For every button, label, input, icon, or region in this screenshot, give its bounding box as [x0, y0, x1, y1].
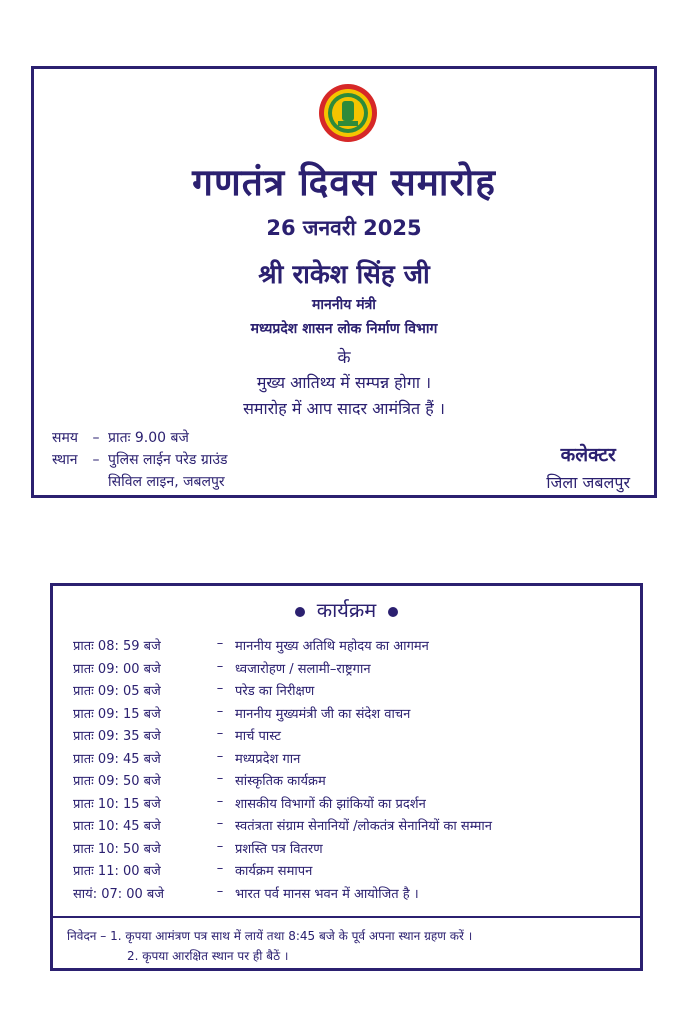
item-time: प्रातः 10: 15 बजे [73, 796, 161, 812]
list-item [73, 839, 633, 862]
item-event: सांस्कृतिक कार्यक्रम [235, 774, 326, 789]
list-item [73, 816, 633, 839]
program-heading-text: कार्यक्रम [316, 598, 377, 622]
dash: – [216, 748, 224, 764]
dash: – [216, 838, 224, 854]
chief-guest-name: श्री राकेश सिंह जी [258, 260, 430, 290]
list-item [73, 636, 633, 659]
item-event: माननीय मुख्यमंत्री जी का संदेश वाचन [235, 706, 411, 722]
item-event: कार्यक्रम समापन [235, 864, 313, 879]
item-event: माननीय मुख्य अतिथि महोदय का आगमन [235, 639, 429, 654]
item-event: शासकीय विभागों की झांकियों का प्रदर्शन [235, 796, 426, 812]
dash: – [216, 658, 224, 674]
mp-emblem-icon [318, 83, 378, 143]
item-time: प्रातः 09: 45 बजे [73, 751, 161, 767]
item-event: ध्वजारोहण / सलामी–राष्ट्रगान [235, 661, 371, 677]
item-time: प्रातः 09: 50 बजे [73, 774, 161, 789]
page-title: गणतंत्र दिवस समारोह [192, 161, 496, 204]
bullet-icon [388, 607, 398, 617]
item-time: प्रातः 11: 00 बजे [73, 864, 161, 879]
time-label: समय [52, 430, 78, 446]
item-event: प्रशस्ति पत्र वितरण [235, 841, 323, 857]
list-item [73, 861, 633, 884]
guest-designation: माननीय मंत्री [312, 297, 376, 313]
item-event: स्वतंत्रता संग्राम सेनानियों /लोकतंत्र सेनानियों का सम्मान [235, 819, 492, 834]
item-time: प्रातः 08: 59 बजे [73, 639, 161, 654]
event-date: 26 जनवरी 2025 [266, 216, 422, 240]
item-time: प्रातः 10: 50 बजे [73, 841, 161, 857]
note-line-1: निवेदन – 1. कृपया आमंत्रण पत्र साथ में लायें तथा 8:45 बजे के पूर्व अपना स्थान ग्रहण करें । [67, 929, 473, 943]
list-item [73, 771, 633, 794]
divider [53, 916, 640, 918]
item-event: मार्च पास्ट [235, 729, 281, 744]
list-item [73, 749, 633, 772]
note-line-2: 2. कृपया आरक्षित स्थान पर ही बैठें । [127, 949, 289, 963]
invite-line: समारोह में आप सादर आमंत्रित हैं । [243, 399, 445, 418]
dash: – [92, 430, 100, 446]
schedule-list [73, 636, 633, 906]
program-heading [53, 596, 640, 623]
item-time: प्रातः 09: 05 बजे [73, 684, 161, 699]
invitation-card [31, 66, 657, 498]
item-time: प्रातः 09: 15 बजे [73, 706, 161, 722]
guest-department: मध्यप्रदेश शासन लोक निर्माण विभाग [250, 321, 438, 337]
chief-guest-line: मुख्य आतिथ्य में सम्पन्न होगा । [256, 373, 432, 392]
dash: – [216, 681, 224, 696]
place-label: स्थान [52, 452, 78, 468]
bullet-icon [295, 607, 305, 617]
dash: – [216, 726, 224, 741]
dash: – [216, 703, 224, 719]
item-event: भारत पर्व मानस भवन में आयोजित है । [235, 886, 419, 902]
collector-title: कलेक्टर [560, 444, 616, 466]
item-time: प्रातः 09: 00 बजे [73, 661, 161, 677]
list-item [73, 794, 633, 817]
time-value: प्रातः 9.00 बजे [108, 430, 189, 446]
place-value-1: पुलिस लाईन परेड ग्राउंड [108, 452, 228, 468]
collector-district: जिला जबलपुर [546, 473, 630, 492]
item-event: मध्यप्रदेश गान [235, 751, 301, 767]
list-item [73, 681, 633, 704]
item-time: सायं: 07: 00 बजे [73, 886, 165, 902]
program-card [50, 583, 643, 971]
dash: – [216, 771, 224, 786]
dash: – [92, 452, 100, 468]
item-time: प्रातः 10: 45 बजे [73, 819, 161, 834]
list-item [73, 704, 633, 727]
dash: – [216, 861, 224, 876]
dash: – [216, 636, 224, 651]
venue-details [52, 427, 228, 493]
item-event: परेड का निरीक्षण [235, 684, 315, 699]
place-value-2: सिविल लाइन, जबलपुर [108, 474, 225, 490]
item-time: प्रातः 09: 35 बजे [73, 729, 161, 744]
place-row [52, 449, 228, 471]
collector-signature [546, 441, 630, 493]
list-item [73, 726, 633, 749]
dash: – [216, 816, 224, 831]
time-row [52, 427, 228, 449]
dash: – [216, 793, 224, 809]
dash: – [216, 883, 224, 899]
connector-text: के [337, 348, 351, 368]
request-note [67, 926, 472, 966]
list-item [73, 884, 633, 907]
place-row-2 [52, 471, 228, 493]
list-item [73, 659, 633, 682]
